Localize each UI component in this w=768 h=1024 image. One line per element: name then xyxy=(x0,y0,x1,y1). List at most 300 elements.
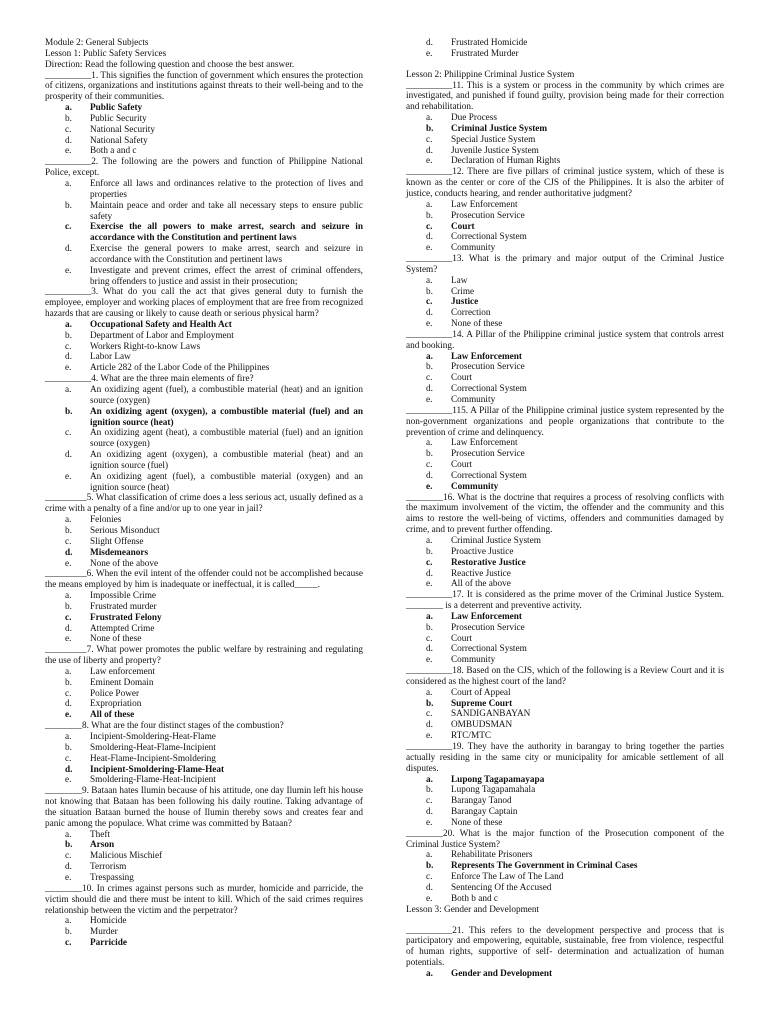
option-text: SANDIGANBAYAN xyxy=(451,709,531,720)
question-text: __________18. Based on the CJS, which of the following is a Review Court and it is considered as the highest court of the land? xyxy=(406,666,724,687)
answer-option xyxy=(406,785,724,796)
answer-option-correct xyxy=(406,297,724,308)
option-text: Restorative Justice xyxy=(451,557,526,568)
answer-option-correct xyxy=(406,612,724,623)
answer-option xyxy=(406,731,724,742)
question-text: __________3. What do you call the act that gives general duty to furnish the employee, employer and working places of employment that are free from recognized hazards that are causing or likely to cause death or serious physical harm? xyxy=(45,287,363,320)
option-letter: d. xyxy=(65,135,72,146)
option-text: All of the above xyxy=(451,579,511,590)
answer-option xyxy=(406,362,724,373)
answer-option xyxy=(406,449,724,460)
answer-option xyxy=(406,471,724,482)
option-letter: e. xyxy=(426,319,433,330)
option-letter: d. xyxy=(65,764,73,775)
option-text: Law xyxy=(451,275,468,286)
option-letter: a. xyxy=(426,687,433,698)
lesson-title: Lesson 1: Public Safety Services xyxy=(45,48,167,59)
answer-option xyxy=(406,156,724,167)
answer-option xyxy=(45,699,363,710)
option-text: National Safety xyxy=(90,135,148,146)
option-text: Correctional System xyxy=(451,232,527,243)
option-text: Court xyxy=(451,633,473,644)
option-letter: a. xyxy=(65,666,72,677)
answer-option xyxy=(45,743,363,754)
answer-option xyxy=(406,720,724,731)
option-letter: d. xyxy=(426,384,433,395)
question-text: ________8. What are the four distinct stages of the combustion? xyxy=(45,721,284,732)
answer-option xyxy=(45,862,363,873)
option-text: Law Enforcement xyxy=(451,611,522,622)
option-letter: b. xyxy=(426,861,434,872)
option-letter: e. xyxy=(426,817,433,828)
option-letter: b. xyxy=(65,677,72,688)
option-text: Maintain peace and order and take all necessary steps to ensure public safety xyxy=(90,200,363,222)
option-letter: b. xyxy=(426,622,433,633)
option-text: Barangay Tanod xyxy=(451,796,512,807)
option-letter: a. xyxy=(65,829,72,840)
lesson-title: Lesson 3: Gender and Development xyxy=(406,904,540,915)
option-letter: c. xyxy=(65,851,72,862)
option-letter: d. xyxy=(65,623,72,634)
option-text: Frustrated Homicide xyxy=(451,38,528,48)
option-letter: c. xyxy=(426,134,433,145)
answer-option xyxy=(45,385,363,407)
answer-option xyxy=(45,634,363,645)
answer-option xyxy=(45,526,363,537)
answer-option xyxy=(45,244,363,266)
option-text: An oxidizing agent (oxygen), a combustible material (fuel) and an ignition source (heat) xyxy=(90,406,363,428)
option-letter: c. xyxy=(426,297,433,308)
option-text: An oxidizing agent (heat), a combustible material (fuel) and an ignition source (oxygen) xyxy=(90,428,363,450)
option-letter: e. xyxy=(426,243,433,254)
answer-option xyxy=(45,515,363,526)
answer-option-correct xyxy=(45,407,363,429)
question-text: __________4. What are the three main elements of fire? xyxy=(45,374,254,385)
answer-option xyxy=(406,287,724,298)
option-text: Lupong Tagapamayapa xyxy=(451,774,545,785)
option-letter: e. xyxy=(65,363,72,374)
option-text: Sentencing Of the Accused xyxy=(451,882,552,893)
option-letter: d. xyxy=(65,352,72,363)
answer-option-correct xyxy=(406,352,724,363)
option-text: Eminent Domain xyxy=(90,677,154,688)
option-letter: a. xyxy=(65,385,72,395)
answer-option xyxy=(406,872,724,883)
answer-option xyxy=(406,688,724,699)
option-letter: c. xyxy=(426,557,433,568)
answer-option xyxy=(45,201,363,223)
option-letter: a. xyxy=(65,591,72,602)
answer-option-correct xyxy=(406,775,724,786)
option-text: Community xyxy=(451,243,496,254)
option-text: Both b and c xyxy=(451,893,499,904)
option-text: Correctional System xyxy=(451,470,527,481)
question-text: ________16. What is the doctrine that requires a process of resolving conflicts with the maximum involvement of the victim, the offender and the community and this aims to restore the well-being of victims, offenders and communities damaged by crime, and to prevent further offending. xyxy=(406,492,724,536)
option-letter: e. xyxy=(426,893,433,904)
option-letter: e. xyxy=(426,156,433,167)
answer-option xyxy=(45,830,363,841)
option-text: Law Enforcement xyxy=(451,438,518,449)
answer-option xyxy=(406,373,724,384)
option-text: Murder xyxy=(90,927,118,938)
option-text: An oxidizing agent (fuel), a combustible material (oxygen) and an ignition source (heat) xyxy=(90,471,363,493)
answer-option-correct xyxy=(45,103,363,114)
option-text: Justice xyxy=(451,297,479,308)
question-text: ________10. In crimes against persons such as murder, homicide and parricide, the victim should die and there must be intent to kill. Which of the said crimes requires relationship between the victim and the perpetrator? xyxy=(45,883,363,916)
answer-option xyxy=(45,559,363,570)
option-letter: a. xyxy=(65,916,72,927)
answer-option xyxy=(45,114,363,125)
option-text: Frustrated Murder xyxy=(451,48,519,59)
option-text: Investigate and prevent crimes, effect the arrest of criminal offenders, bring offenders to justice and assist in their prosecution; xyxy=(90,265,363,287)
option-letter: d. xyxy=(426,470,433,481)
option-text: Special Justice System xyxy=(451,134,536,145)
answer-option xyxy=(45,179,363,201)
option-letter: b. xyxy=(426,210,433,221)
answer-option xyxy=(406,818,724,829)
question-text: _________7. What power promotes the public welfare by restraining and regulating the use of liberty and property? xyxy=(45,645,363,667)
option-text: Exercise the general powers to make arrest, search and seizure in accordance with the Constitution and pertinent laws xyxy=(90,244,363,265)
option-letter: d. xyxy=(65,450,72,461)
option-text: Court of Appeal xyxy=(451,687,511,698)
answer-option xyxy=(406,384,724,395)
answer-option xyxy=(406,438,724,449)
answer-option-correct xyxy=(45,222,363,244)
option-letter: e. xyxy=(65,634,72,645)
answer-option xyxy=(406,536,724,547)
answer-option xyxy=(45,125,363,136)
option-text: Heat-Flame-Incipient-Smoldering xyxy=(90,753,216,764)
option-text: Smoldering-Flame-Heat-Incipient xyxy=(90,775,216,786)
option-text: Theft xyxy=(90,829,111,840)
spacer xyxy=(406,916,724,926)
answer-option xyxy=(406,276,724,287)
option-letter: c. xyxy=(65,753,72,764)
option-text: Barangay Captain xyxy=(451,807,518,818)
answer-option xyxy=(406,135,724,146)
answer-option xyxy=(406,655,724,666)
option-text: None of the above xyxy=(90,558,159,569)
option-letter: b. xyxy=(65,742,72,753)
question-text: __________115. A Pillar of the Philippine criminal justice system represented by the non-government organizations and people organizations that contribute to the prevention of crime and delinquency. xyxy=(406,405,724,438)
option-text: Prosecution Service xyxy=(451,362,525,373)
option-letter: d. xyxy=(65,699,72,710)
option-text: Criminal Justice System xyxy=(451,123,548,134)
option-letter: a. xyxy=(65,732,72,742)
option-letter: d. xyxy=(65,862,72,873)
option-text: Police Power xyxy=(90,688,140,699)
answer-option xyxy=(406,243,724,254)
option-letter: e. xyxy=(65,146,72,157)
option-letter: d. xyxy=(426,807,433,818)
answer-option xyxy=(45,602,363,613)
option-letter: e. xyxy=(426,579,433,590)
question-text: __________1. This signifies the function of government which ensures the protection of citizens, organizations and institutions against threats to their well-being and to the prosperity of their communities. xyxy=(45,70,363,103)
option-letter: c. xyxy=(426,460,433,471)
answer-option-correct xyxy=(406,861,724,872)
answer-option-correct xyxy=(406,124,724,135)
answer-option-correct xyxy=(406,482,724,493)
option-letter: b. xyxy=(65,840,73,851)
option-text: Juvenile Justice System xyxy=(451,145,539,156)
option-text: An oxidizing agent (fuel), a combustible material (heat) and an ignition source (oxygen) xyxy=(90,385,363,406)
question-text: __________13. What is the primary and major output of the Criminal Justice System? xyxy=(406,254,724,275)
option-letter: a. xyxy=(426,968,433,979)
answer-option xyxy=(45,916,363,927)
answer-option xyxy=(406,200,724,211)
answer-option xyxy=(406,319,724,330)
answer-option xyxy=(406,569,724,580)
option-letter: a. xyxy=(65,319,72,330)
option-text: Department of Labor and Employment xyxy=(90,330,234,341)
option-text: Public Security xyxy=(90,113,147,124)
option-text: Court xyxy=(451,221,475,232)
option-text: None of these xyxy=(451,319,503,330)
option-text: Incipient-Smoldering-Heat-Flame xyxy=(90,732,216,742)
directions: Direction: Read the following question and choose the best answer. xyxy=(45,59,295,70)
option-text: RTC/MTC xyxy=(451,731,492,742)
answer-option-correct xyxy=(45,765,363,776)
option-text: National Security xyxy=(90,124,155,135)
answer-option-correct xyxy=(406,699,724,710)
answer-option xyxy=(45,136,363,147)
answer-option xyxy=(45,363,363,374)
option-letter: a. xyxy=(426,199,433,210)
option-text: Impossible Crime xyxy=(90,591,157,602)
option-letter: e. xyxy=(65,710,72,721)
option-letter: c. xyxy=(65,428,72,439)
answer-option xyxy=(406,796,724,807)
option-letter: b. xyxy=(65,200,72,211)
option-text: Law Enforcement xyxy=(451,351,522,362)
option-letter: d. xyxy=(65,547,73,558)
option-letter: b. xyxy=(65,927,72,938)
option-text: Proactive Justice xyxy=(451,546,514,557)
option-letter: c. xyxy=(65,688,72,699)
question-text: __________2. The following are the powers and function of Philippine National Police, except. xyxy=(45,157,363,179)
answer-option xyxy=(45,927,363,938)
option-text: Due Process xyxy=(451,113,497,124)
answer-option xyxy=(406,232,724,243)
answer-option xyxy=(406,146,724,157)
option-letter: e. xyxy=(426,655,433,666)
option-text: All of these xyxy=(90,710,135,721)
option-letter: c. xyxy=(426,796,433,807)
option-text: Exercise the all powers to make arrest, search and seizure in accordance with the Constitution and pertinent laws xyxy=(90,222,363,244)
option-letter: d. xyxy=(426,644,433,655)
option-text: Public Safety xyxy=(90,103,143,114)
option-letter: a. xyxy=(426,275,433,286)
answer-option xyxy=(45,678,363,689)
question-text: __________19. They have the authority in barangay to bring together the parties actually residing in the same city or municipality for amicable settlement of all disputes. xyxy=(406,742,724,774)
question-text: __________11. This is a system or process in the community by which crimes are investigated, and punished if found guilty, provision being made for their correction and rehabilitation. xyxy=(406,80,724,113)
option-text: None of these xyxy=(451,817,503,828)
option-letter: c. xyxy=(65,341,72,352)
answer-option xyxy=(45,732,363,743)
answer-option xyxy=(406,395,724,406)
option-letter: d. xyxy=(65,244,72,255)
option-letter: d. xyxy=(426,882,433,893)
option-letter: e. xyxy=(426,731,433,742)
option-letter: c. xyxy=(426,221,433,232)
option-text: Incipient-Smoldering-Flame-Heat xyxy=(90,764,225,775)
option-text: Court xyxy=(451,460,473,471)
option-text: Enforce all laws and ordinances relative to the protection of lives and properties xyxy=(90,178,363,200)
option-letter: b. xyxy=(426,449,433,460)
option-letter: c. xyxy=(426,872,433,883)
option-text: Frustrated Felony xyxy=(90,612,162,623)
option-text: Trespassing xyxy=(90,872,134,883)
option-letter: a. xyxy=(65,178,72,189)
answer-option xyxy=(406,579,724,590)
option-text: Supreme Court xyxy=(451,698,513,709)
option-letter: c. xyxy=(65,938,72,949)
answer-option-correct xyxy=(45,548,363,559)
answer-option xyxy=(45,667,363,678)
option-letter: b. xyxy=(426,785,433,796)
module-title: Module 2: General Subjects xyxy=(45,38,149,48)
option-letter: e. xyxy=(426,395,433,405)
answer-option xyxy=(45,146,363,157)
answer-option xyxy=(406,547,724,558)
answer-option-correct xyxy=(45,710,363,721)
answer-option xyxy=(45,851,363,862)
question-text: _________6. When the evil intent of the offender could not be accomplished because the means employed by him is inadequate or ineffectual, it is called_____. xyxy=(45,569,363,591)
option-text: Labor Law xyxy=(90,352,131,363)
option-letter: d. xyxy=(426,720,433,731)
option-letter: a. xyxy=(426,850,433,861)
answer-option-correct xyxy=(45,938,363,949)
answer-option xyxy=(45,428,363,450)
option-text: Expropriation xyxy=(90,699,142,710)
answer-option xyxy=(45,266,363,288)
option-text: Felonies xyxy=(90,515,122,526)
option-letter: b. xyxy=(426,123,434,134)
left-column xyxy=(45,38,363,949)
option-text: Serious Misonduct xyxy=(90,525,160,536)
answer-option xyxy=(406,807,724,818)
option-letter: e. xyxy=(65,775,72,786)
option-letter: d. xyxy=(426,308,433,319)
option-text: An oxidizing agent (oxygen), a combustible material (heat) and an ignition source (fuel) xyxy=(90,450,363,471)
option-text: Slight Offense xyxy=(90,536,144,547)
option-letter: c. xyxy=(65,124,72,135)
option-letter: e. xyxy=(65,265,72,276)
option-text: None of these xyxy=(90,634,142,645)
option-letter: c. xyxy=(426,373,433,384)
question-text: ________20. What is the major function of the Prosecution component of the Criminal Justice System? xyxy=(406,828,724,850)
answer-option xyxy=(45,775,363,786)
option-letter: a. xyxy=(426,774,433,785)
option-text: Workers Right-to-know Laws xyxy=(90,341,201,352)
option-letter: b. xyxy=(65,601,72,612)
option-text: Prosecution Service xyxy=(451,622,525,633)
answer-option xyxy=(45,331,363,342)
answer-option-correct xyxy=(45,840,363,851)
option-letter: b. xyxy=(65,406,73,417)
answer-option-correct xyxy=(45,613,363,624)
answer-option xyxy=(45,624,363,635)
option-text: Homicide xyxy=(90,916,127,927)
option-text: Criminal Justice System xyxy=(451,535,541,546)
option-letter: b. xyxy=(426,286,433,297)
answer-option xyxy=(406,460,724,471)
option-text: Misdemeanors xyxy=(90,547,149,558)
option-text: Represents The Government in Criminal Cases xyxy=(451,861,638,872)
question-text: __________14. A Pillar of the Philippine criminal justice system that controls arrest and booking. xyxy=(406,329,724,351)
answer-option xyxy=(406,308,724,319)
option-text: Occupational Safety and Health Act xyxy=(90,319,232,330)
option-text: Article 282 of the Labor Code of the Philippines xyxy=(90,363,270,374)
option-letter: b. xyxy=(65,330,72,341)
option-text: Frustrated murder xyxy=(90,601,157,612)
answer-option xyxy=(45,689,363,700)
option-letter: a. xyxy=(426,438,433,449)
option-text: Court xyxy=(451,373,473,384)
answer-option xyxy=(45,591,363,602)
option-text: Malicious Mischief xyxy=(90,851,163,862)
question-text: __________17. It is considered as the prime mover of the Criminal Justice System. ________ is a deterrent and preventive activity. xyxy=(406,590,724,612)
option-letter: c. xyxy=(426,633,433,644)
option-text: Declaration of Human Rights xyxy=(451,156,561,167)
option-letter: e. xyxy=(426,481,433,492)
option-letter: b. xyxy=(65,113,72,124)
option-letter: c. xyxy=(65,536,72,547)
answer-option xyxy=(406,850,724,861)
spacer xyxy=(406,60,724,70)
option-letter: d. xyxy=(426,232,433,243)
answer-option xyxy=(406,634,724,645)
option-text: Correction xyxy=(451,308,491,319)
option-text: Correctional System xyxy=(451,644,527,655)
option-text: Arson xyxy=(90,840,115,851)
option-letter: a. xyxy=(426,611,433,622)
option-letter: b. xyxy=(65,525,72,536)
option-letter: e. xyxy=(65,558,72,569)
right-column xyxy=(406,38,724,980)
answer-option xyxy=(45,754,363,765)
option-text: Enforce The Law of The Land xyxy=(451,872,564,883)
option-letter: c. xyxy=(65,612,72,623)
option-letter: d. xyxy=(426,38,433,48)
answer-option xyxy=(406,211,724,222)
option-text: Parricide xyxy=(90,938,127,949)
answer-option xyxy=(45,352,363,363)
option-letter: e. xyxy=(426,48,433,59)
option-letter: a. xyxy=(426,351,433,362)
option-letter: d. xyxy=(426,145,433,156)
option-text: Lupong Tagapamahala xyxy=(451,785,536,796)
option-text: Correctional System xyxy=(451,384,527,395)
answer-option xyxy=(406,113,724,124)
option-letter: e. xyxy=(65,872,72,883)
question-text: _________5. What classification of crime does a less serious act, usually defined as a crime with a penalty of a fine and/or up to one year in jail? xyxy=(45,493,363,515)
option-letter: a. xyxy=(65,515,72,526)
answer-option xyxy=(406,49,724,60)
answer-option xyxy=(406,644,724,655)
option-text: Rehabilitate Prisoners xyxy=(451,850,533,861)
option-letter: b. xyxy=(426,546,433,557)
answer-option xyxy=(406,38,724,49)
option-letter: a. xyxy=(426,113,433,124)
question-text: ________9. Bataan hates Ilumin because of his attitude, one day Ilumin left his house not knowing that Bataan has been following his daily routine. Taking advantage of the situation Bataan burned the house of Ilumin thereby sows and creates fear and panic among the populace. What crime was committed by Bataan? xyxy=(45,786,363,829)
option-text: Law enforcement xyxy=(90,666,155,677)
answer-option xyxy=(45,472,363,494)
option-letter: c. xyxy=(65,222,72,233)
lesson-title: Lesson 2: Philippine Criminal Justice System xyxy=(406,69,575,80)
option-text: Crime xyxy=(451,286,475,297)
option-letter: d. xyxy=(426,568,433,579)
